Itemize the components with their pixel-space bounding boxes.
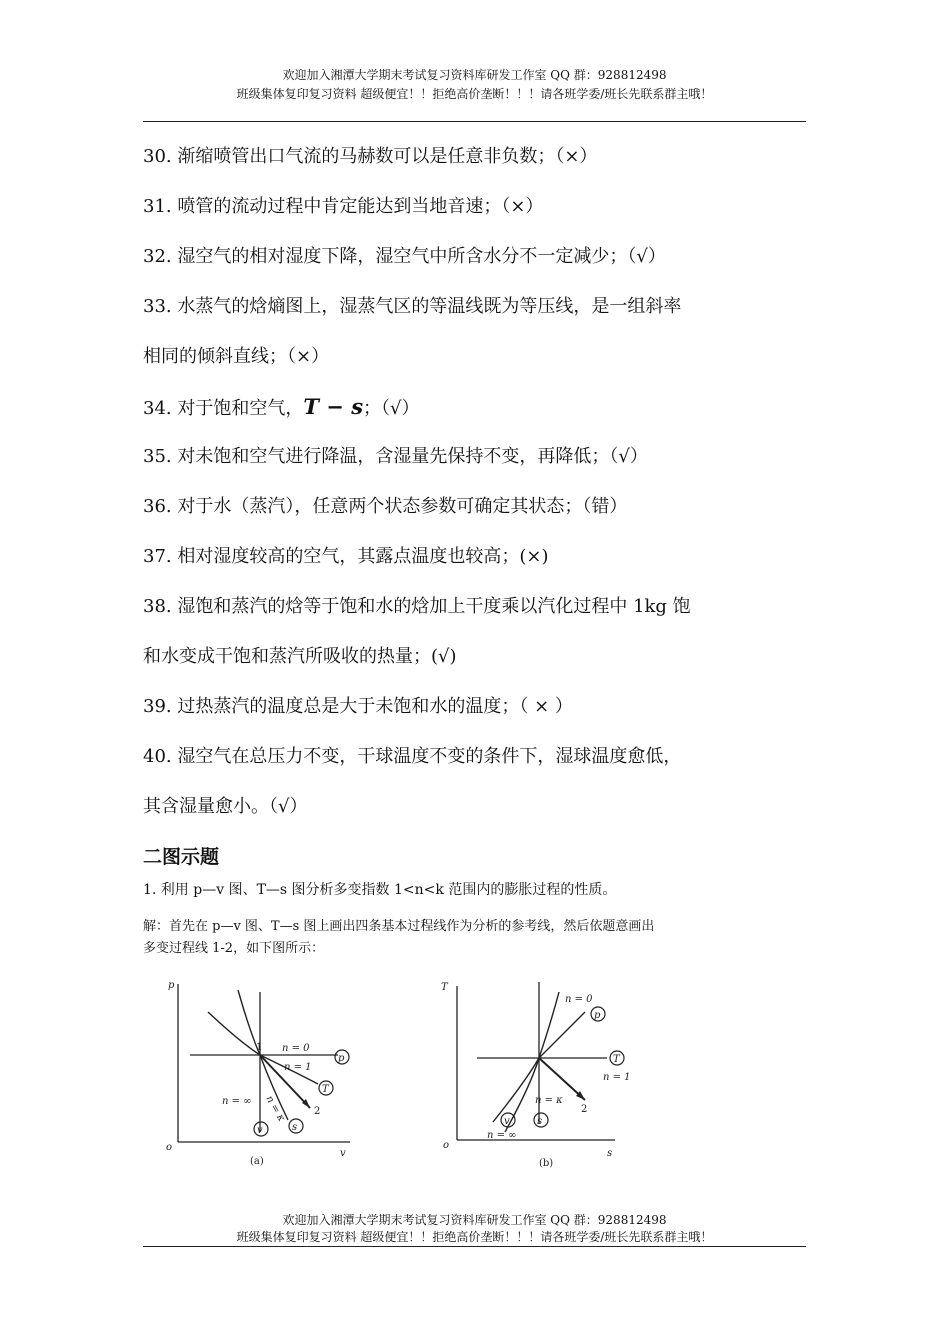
pv-origin: o	[166, 1142, 173, 1153]
pv-x-label: v	[340, 1148, 346, 1159]
ts-y-label: T	[441, 982, 448, 993]
ts-circle-T-label: T	[613, 1054, 620, 1065]
section-title: 二图示题	[143, 846, 220, 868]
ts-label-ninf: n = ∞	[487, 1130, 517, 1141]
item-31: 31. 喷管的流动过程中肯定能达到当地音速；（×）	[143, 196, 544, 217]
item-39: 39. 过热蒸汽的温度总是大于未饱和水的温度；（ × ）	[143, 696, 573, 717]
ts-circle-s-label: s	[537, 1116, 543, 1127]
item-36: 36. 对于水（蒸汽），任意两个状态参数可确定其状态；（错）	[143, 496, 628, 517]
item-32: 32. 湿空气的相对湿度下降，湿空气中所含水分不一定减少；（√）	[143, 246, 666, 267]
answer-line-2: 多变过程线 1-2，如下图所示：	[143, 941, 325, 956]
header-line-2: 班级集体复印复习资料 超级便宜！！拒绝高价垄断！！！请各班学委/班长先联系群主哦！	[236, 87, 713, 101]
ts-label-nk: n = κ	[535, 1095, 563, 1106]
pv-y-label: p	[168, 980, 175, 991]
ts-label-n0: n = 0	[565, 994, 593, 1005]
item-34	[143, 390, 815, 440]
item-33	[143, 290, 815, 390]
item-30: 30. 渐缩喷管出口气流的马赫数可以是任意非负数；（×）	[143, 146, 598, 167]
item-38	[143, 590, 815, 690]
ts-x-label: s	[607, 1148, 613, 1159]
pv-point-1: 1	[256, 1042, 263, 1053]
item-33-line-2: 相同的倾斜直线；（×）	[143, 346, 330, 367]
true-false-list	[143, 140, 815, 840]
pv-circle-p-label: p	[338, 1053, 345, 1064]
item-40-line-2: 其含湿量愈小。（√）	[143, 796, 308, 817]
item-40-line-1: 40. 湿空气在总压力不变，干球温度不变的条件下，湿球温度愈低，	[143, 746, 682, 767]
item-34-formula: T − s	[303, 394, 364, 419]
answer-line-1: 解：首先在 p—v 图、T—s 图上画出四条基本过程线作为分析的参考线，然后依题意画出	[143, 919, 655, 934]
ts-label-n1: n = 1	[603, 1072, 631, 1083]
header-line-1: 欢迎加入湘潭大学期末考试复习资料库研发工作室 QQ 群：928812498	[282, 68, 667, 82]
ts-diagram	[435, 972, 635, 1172]
pv-point-2: 2	[314, 1106, 321, 1117]
item-40	[143, 740, 815, 840]
ts-circle-p-label: p	[594, 1010, 601, 1021]
diagram-answer	[143, 916, 806, 960]
page-header	[143, 66, 806, 104]
pv-diagram	[160, 972, 360, 1172]
footer-line-2: 班级集体复印复习资料 超级便宜！！拒绝高价垄断！！！请各班学委/班长先联系群主哦！	[236, 1230, 713, 1244]
ts-isochore	[505, 992, 559, 1132]
item-33-line-1: 33. 水蒸气的焓熵图上，湿蒸气区的等温线既为等压线，是一组斜率	[143, 296, 682, 317]
ts-circle-v-label: v	[504, 1116, 510, 1127]
item-38-line-1: 38. 湿饱和蒸汽的焓等于饱和水的焓加上干度乘以汽化过程中 1kg 饱	[143, 596, 691, 617]
footer-line-1: 欢迎加入湘潭大学期末考试复习资料库研发工作室 QQ 群：928812498	[282, 1213, 667, 1227]
header-divider	[143, 121, 806, 122]
ts-caption: (b)	[539, 1158, 554, 1169]
ts-point-2: 2	[581, 1104, 588, 1115]
footer-divider	[143, 1246, 806, 1247]
ts-origin: o	[443, 1140, 450, 1151]
pv-label-ninf: n = ∞	[222, 1096, 252, 1107]
diagram-question: 1. 利用 p—v 图、T—s 图分析多变指数 1<n<k 范围内的膨胀过程的性质。	[143, 882, 617, 898]
pv-caption: (a)	[250, 1156, 264, 1167]
item-35: 35. 对未饱和空气进行降温，含湿量先保持不变，再降低；（√）	[143, 446, 648, 467]
pv-circle-v-label: v	[257, 1125, 263, 1136]
page-footer	[143, 1212, 806, 1246]
pv-label-n1: n = 1	[284, 1062, 312, 1073]
item-38-line-2: 和水变成干饱和蒸汽所吸收的热量；(√)	[143, 646, 457, 667]
pv-label-n0: n = 0	[282, 1043, 310, 1054]
item-34-suffix: ；（√）	[363, 398, 420, 419]
pv-label-nk: n = κ	[263, 1094, 287, 1124]
process-diagrams	[160, 972, 640, 1172]
pv-circle-s-label: s	[292, 1122, 298, 1133]
item-37: 37. 相对湿度较高的空气，其露点温度也较高；(×)	[143, 546, 549, 567]
pv-circle-T-label: T	[322, 1084, 329, 1095]
item-34-prefix: 34. 对于饱和空气，	[143, 398, 304, 419]
